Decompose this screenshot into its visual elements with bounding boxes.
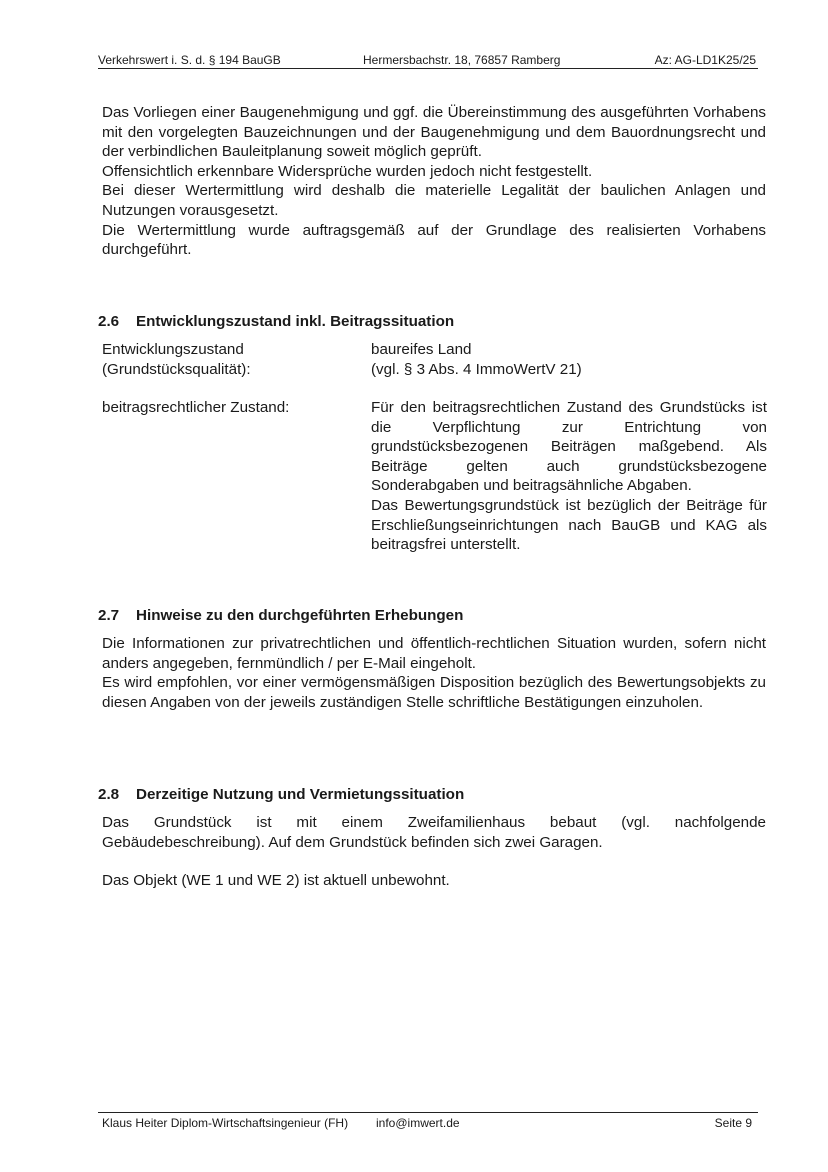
- section-number: 2.7: [98, 607, 120, 624]
- section-number: 2.8: [98, 786, 120, 803]
- usage-text: [102, 813, 766, 852]
- page-footer: [98, 1112, 758, 1131]
- development-state-value-line: (vgl. § 3 Abs. 4 ImmoWertV 21): [371, 360, 582, 378]
- development-state-value: [371, 340, 767, 379]
- intro-paragraph: Das Vorliegen einer Baugenehmigung und ggf. die Übereinstimmung des ausgeführten Vorhabens mit den vorgelegten Bauzeichnungen und der Baugenehmigung und dem Bauordnungsrecht und der verbindlichen Bauleitplanung soweit möglich geprüft.: [102, 104, 766, 161]
- survey-notes-text: [102, 634, 766, 712]
- header-property-address: Hermersbachstr. 18, 76857 Ramberg: [363, 53, 561, 67]
- footer-page-number: Seite 9: [714, 1116, 752, 1130]
- section-number: 2.6: [98, 313, 120, 330]
- section-title: Derzeitige Nutzung und Vermietungssituation: [136, 786, 465, 803]
- development-state-label: Entwicklungszustand (Grundstücksqualität):: [102, 341, 251, 378]
- intro-paragraph: Die Wertermittlung wurde auftragsgemäß auf der Grundlage des realisierten Vorhabens durchgeführt.: [102, 221, 766, 259]
- intro-text: [102, 103, 766, 260]
- intro-paragraph: Offensichtlich erkennbare Widersprüche wurden jedoch nicht festgestellt.: [102, 162, 593, 180]
- header-valuation-basis: Verkehrswert i. S. d. § 194 BauGB: [98, 53, 281, 67]
- header-file-reference: Az: AG-LD1K25/25: [654, 53, 756, 67]
- survey-notes-paragraph: Die Informationen zur privatrechtlichen und öffentlich-rechtlichen Situation wurden, sofern nicht anders angegeben, fernmündlich / per E-Mail eingeholt.: [102, 635, 766, 672]
- usage-paragraph: Das Grundstück ist mit einem Zweifamilienhaus bebaut (vgl. nachfolgende Gebäudebeschreibung). Auf dem Grundstück befinden sich zwei Garagen.: [102, 814, 766, 851]
- occupancy-paragraph: Das Objekt (WE 1 und WE 2) ist aktuell unbewohnt.: [102, 872, 450, 889]
- section-2-7-heading: [98, 607, 463, 624]
- occupancy-text: [102, 871, 766, 891]
- footer-author: Klaus Heiter Diplom-Wirtschaftsingenieur (FH): [102, 1116, 349, 1130]
- survey-notes-paragraph: Es wird empfohlen, vor einer vermögensmäßigen Disposition bezüglich des Bewertungsobjekts zu diesen Angaben von der jeweils zuständigen Stelle schriftliche Bestätigungen einzuholen.: [102, 674, 766, 711]
- section-2-8-heading: [98, 786, 464, 803]
- section-2-6-heading: [98, 313, 454, 330]
- contribution-state-value: [371, 398, 767, 555]
- section-title: Hinweise zu den durchgeführten Erhebungen: [136, 607, 464, 624]
- page-header: [98, 52, 758, 69]
- contribution-state-paragraph: Für den beitragsrechtlichen Zustand des Grundstücks ist die Verpflichtung zur Entrichtung von grundstücksbezogenen Beiträgen maßgebend. Als Beiträge gelten auch grundstücksbezogene Sonderabgaben und beitragsähnliche Abgaben.: [371, 399, 767, 495]
- contribution-state-label: beitragsrechtlicher Zustand:: [102, 399, 290, 416]
- footer-email: info@imwert.de: [376, 1116, 460, 1130]
- contribution-state-paragraph: Das Bewertungsgrundstück ist bezüglich der Beiträge für Erschließungseinrichtungen nach BauGB und KAG als beitragsfrei unterstellt.: [371, 496, 767, 554]
- section-title: Entwicklungszustand inkl. Beitragssituation: [136, 313, 455, 330]
- development-state-value-line: baureifes Land: [371, 341, 472, 358]
- intro-paragraph: Bei dieser Wertermittlung wird deshalb die materielle Legalität der baulichen Anlagen und Nutzungen vorausgesetzt.: [102, 182, 766, 219]
